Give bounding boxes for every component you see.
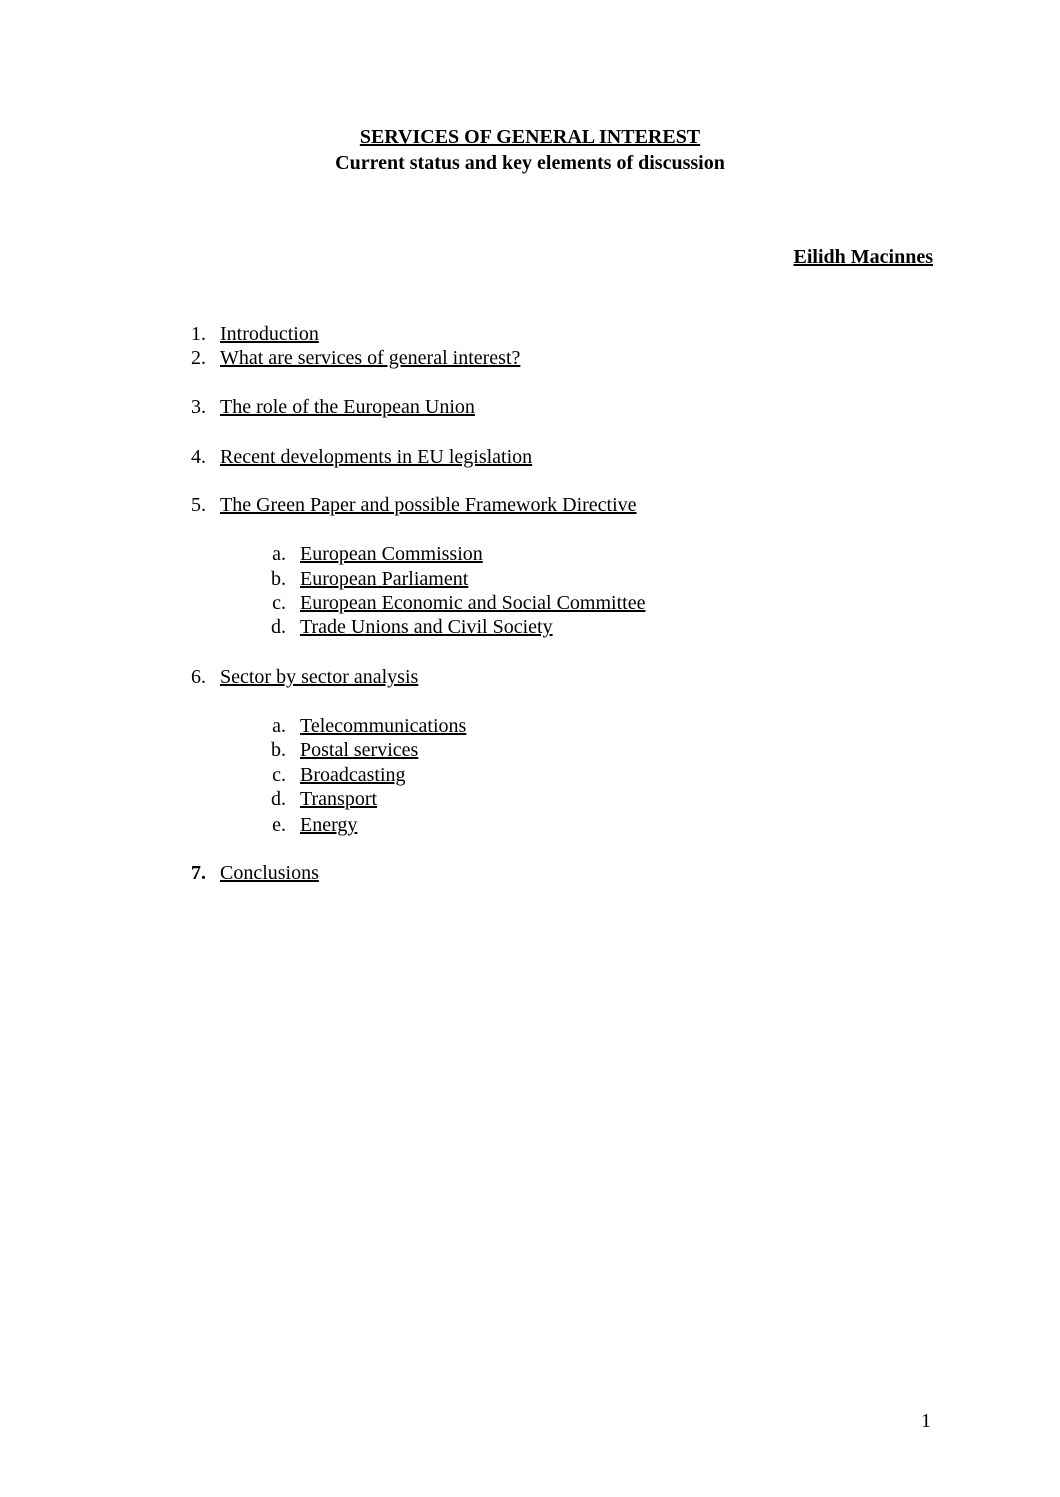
toc-link-postal-services[interactable]: Postal services [300, 739, 419, 761]
toc-subnumber: a. [272, 543, 286, 565]
toc-number: 6. [191, 666, 206, 688]
toc-subnumber: d. [271, 616, 286, 638]
toc-subnumber: b. [271, 568, 286, 590]
toc-link-recent-developments[interactable]: Recent developments in EU legislation [220, 446, 533, 468]
toc-link-introduction[interactable]: Introduction [220, 323, 319, 345]
toc-link-what-are-sgi[interactable]: What are services of general interest? [220, 347, 521, 369]
toc-subnumber: b. [271, 739, 286, 761]
toc-number: 5. [191, 494, 206, 516]
author-name: Eilidh Macinnes [793, 246, 933, 268]
toc-link-green-paper[interactable]: The Green Paper and possible Framework Directive [220, 494, 637, 516]
toc-link-transport[interactable]: Transport [300, 788, 378, 810]
toc-subnumber: c. [272, 592, 286, 614]
toc-link-telecommunications[interactable]: Telecommunications [300, 715, 467, 737]
toc-link-sector-analysis[interactable]: Sector by sector analysis [220, 666, 419, 688]
toc-subnumber: d. [271, 788, 286, 810]
toc-link-broadcasting[interactable]: Broadcasting [300, 764, 406, 786]
toc-subnumber: a. [272, 715, 286, 737]
page-number: 1 [921, 1410, 931, 1432]
toc-link-role-of-eu[interactable]: The role of the European Union [220, 396, 475, 418]
toc-number: 7. [191, 862, 206, 884]
document-title: SERVICES OF GENERAL INTEREST [359, 126, 701, 148]
toc-number: 2. [191, 347, 206, 369]
toc-subnumber: c. [272, 764, 286, 786]
toc-link-european-commission[interactable]: European Commission [300, 543, 483, 565]
toc-link-conclusions[interactable]: Conclusions [220, 862, 319, 884]
toc-number: 3. [191, 396, 206, 418]
document-subtitle: Current status and key elements of discussion [335, 152, 725, 174]
toc-link-european-parliament[interactable]: European Parliament [300, 568, 469, 590]
title-block [0, 124, 1060, 176]
toc-link-trade-unions[interactable]: Trade Unions and Civil Society [300, 616, 553, 638]
toc-number: 1. [191, 323, 206, 345]
toc-link-energy[interactable]: Energy [300, 814, 358, 836]
toc-subnumber: e. [272, 814, 286, 836]
toc-number: 4. [191, 446, 206, 468]
toc-link-eesc[interactable]: European Economic and Social Committee [300, 592, 646, 614]
